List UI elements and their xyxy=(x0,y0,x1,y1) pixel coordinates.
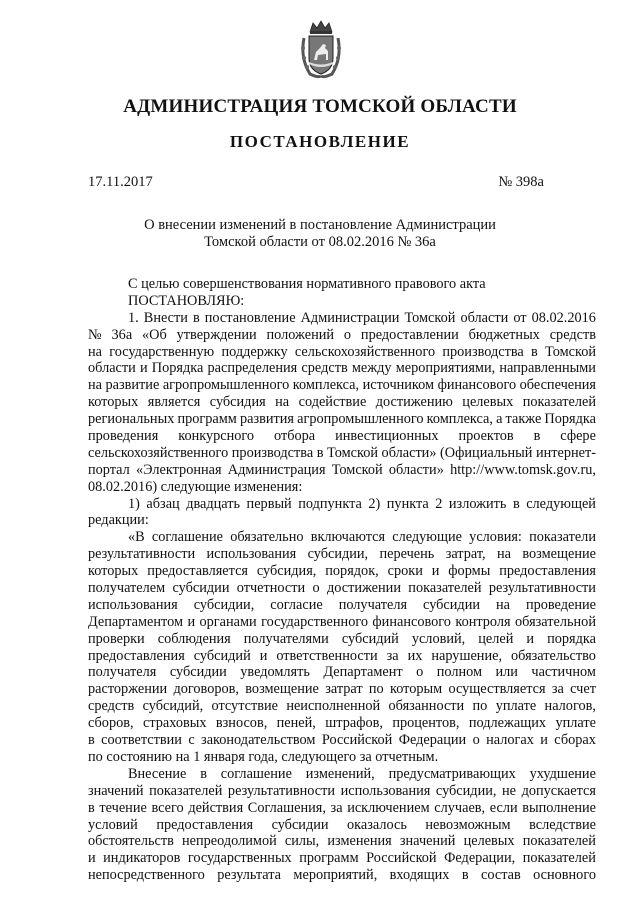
body-text-line: по состоянию на 1 января года, следующего за отчетным. xyxy=(88,748,439,765)
body-text-line: редакции: xyxy=(88,512,149,529)
document-body xyxy=(88,276,596,884)
body-text-line: в течение всего действия Соглашения, за исключением случаев, если выполнение xyxy=(88,799,596,816)
coat-of-arms-emblem xyxy=(298,18,344,80)
body-text-line: значений показателей результативности использования субсидии, не допускается xyxy=(88,782,596,799)
body-text-line: предоставления субсидий и ответственности за их нарушение, обязательство xyxy=(88,647,596,664)
body-text-line: области и Порядка распределения средств между мероприятиями, направленными xyxy=(88,360,596,377)
body-text-line: на развитие агропромышленного комплекса, источником финансового обеспечения xyxy=(88,377,596,394)
body-text-line: проверки соблюдения получателями субсидий условий, целей и порядка xyxy=(88,630,596,647)
body-text-line: в соответствии с законодательством Российской Федерации о налогах и сборах xyxy=(88,732,596,749)
body-text-line: 08.02.2016) следующие изменения: xyxy=(88,478,303,495)
body-text-line: результативности использования субсидии, перечень затрат, на возмещение xyxy=(88,546,596,563)
document-number: № 398а xyxy=(498,174,544,190)
document-type-title: ПОСТАНОВЛЕНИЕ xyxy=(229,132,411,151)
body-text-line: С целью совершенствования нормативного правового акта xyxy=(128,276,486,292)
subject-line: О внесении изменений в постановление Администрации xyxy=(144,217,496,233)
subject-line: Томской области от 08.02.2016 № 36а xyxy=(204,234,436,250)
body-text-line: портал «Электронная Администрация Томской области» http://www.tomsk.gov.ru, xyxy=(88,461,596,478)
body-text-line: на государственную поддержку сельскохозяйственного производства в Томской xyxy=(88,343,596,360)
body-text-line: Внесение в соглашение изменений, предусматривающих ухудшение xyxy=(128,765,596,782)
body-text-line: использования субсидии, согласие получателя субсидии на проведение xyxy=(88,596,596,613)
body-text-line: региональных программ развития агропромышленного комплекса, а также Порядка xyxy=(88,411,596,428)
body-text-line: проведения конкурсного отбора инвестиционных проектов в сфере xyxy=(88,428,596,445)
document-date: 17.11.2017 xyxy=(88,174,153,190)
document-subject xyxy=(0,217,640,251)
body-text-line: Департаментом и органами государственного финансового контроля обязательной xyxy=(88,613,596,630)
body-text-line: которых является субсидия на содействие достижению целевых показателей xyxy=(88,394,596,411)
body-text-line: «В соглашение обязательно включаются следующие условия: показатели xyxy=(128,529,596,546)
organization-title: АДМИНИСТРАЦИЯ ТОМСКОЙ ОБЛАСТИ xyxy=(123,96,517,117)
body-text-line: условий предоставления субсидии оказалось невозможным вследствие xyxy=(88,816,596,833)
body-text-line: получателем субсидии отчетности о достижении показателей результативности xyxy=(88,580,596,597)
body-text-line: средств субсидий, отсутствие неисполненной обязанности по уплате налогов, xyxy=(88,698,596,715)
body-text-line: сельскохозяйственного производства в Томской области» (Официальный интернет- xyxy=(88,444,596,461)
body-text-line: ПОСТАНОВЛЯЮ: xyxy=(128,292,245,309)
body-text-line: сборов, страховых взносов, пеней, штрафов, процентов, подлежащих уплате xyxy=(88,715,596,732)
body-text-line: 1. Внести в постановление Администрации Томской области от 08.02.2016 xyxy=(128,309,596,326)
body-text-line: которых предоставляется субсидия, порядок, сроки и формы предоставления xyxy=(88,563,596,580)
body-text-line: обстоятельств непреодолимой силы, изменения значений целевых показателей xyxy=(88,833,596,850)
body-text-line: № 36а «Об утверждении положений о предоставлении бюджетных средств xyxy=(88,326,596,343)
body-text-line: получателя субсидии уведомлять Департамент о полном или частичном xyxy=(88,664,596,681)
body-text-line: непосредственного результата мероприятий, входящих в состав основного xyxy=(88,867,596,884)
body-text-line: и индикаторов государственных программ Российской Федерации, показателей xyxy=(88,850,596,867)
body-text-line: 1) абзац двадцать первый подпункта 2) пункта 2 изложить в следующей xyxy=(128,495,596,512)
body-text-line: расторжении договоров, возмещение затрат по которым осуществляется за счет xyxy=(88,681,596,698)
